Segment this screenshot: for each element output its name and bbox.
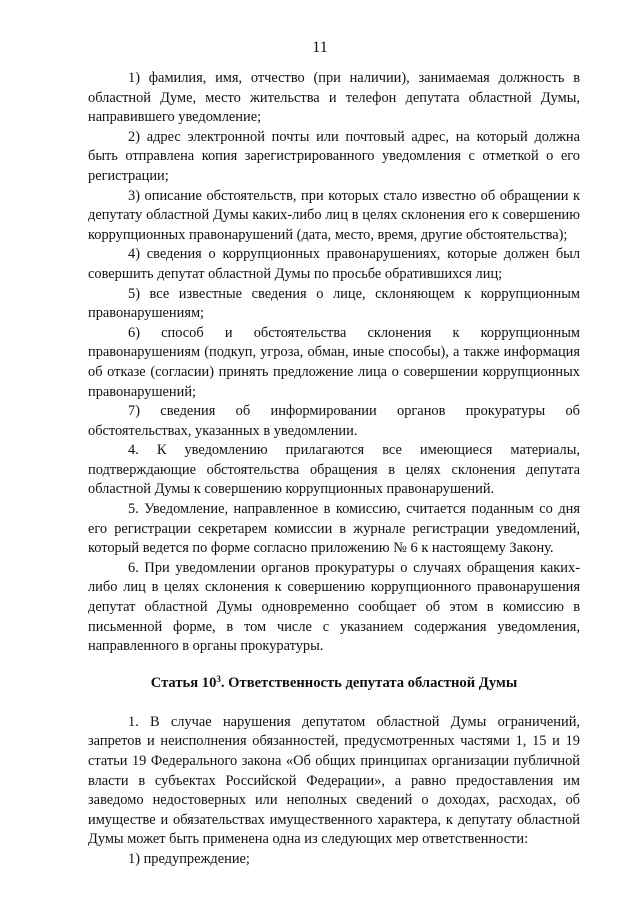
page-number: 11: [312, 39, 328, 56]
document-body: [88, 69, 580, 870]
paragraph-item-6: 6) способ и обстоятельства склонения к коррупционным правонарушениям (подкуп, угроза, обман, иные способы), а также информация об отказе (согласии) принять предложение лица о совершении коррупционных правонарушений;: [88, 324, 580, 400]
article-list-item-1: 1) предупреждение;: [128, 850, 250, 867]
article-heading: [88, 673, 580, 693]
article-paragraph-1: 1. В случае нарушения депутатом областной Думы ограничений, запретов и неисполнения обязанностей, предусмотренных частями 1, 15 и 19 статьи 19 Федерального закона «Об общих принципах организации публичной власти в субъектах Российской Федерации», а равно предоставления им заведомо недостоверных или неполных сведений о доходах, расходах, об имуществе и обязательствах имущественного характера, к депутату областной Думы может быть применена одна из следующих мер ответственности:: [88, 713, 580, 848]
paragraph-item-4: 4) сведения о коррупционных правонарушениях, которые должен был совершить депутат областной Думы по просьбе обратившихся лиц;: [88, 246, 580, 282]
paragraph-item-2: 2) адрес электронной почты или почтовый адрес, на который должна быть отправлена копия зарегистрированного уведомления с отметкой о его регистрации;: [88, 128, 580, 184]
paragraph-part-5: 5. Уведомление, направленное в комиссию, считается поданным со дня его регистрации секретарем комиссии в журнале регистрации уведомлений, который ведется по форме согласно приложению № 6 к настоящему Закону.: [88, 501, 580, 557]
article-superscript: 3: [216, 673, 221, 684]
paragraph-part-4: 4. К уведомлению прилагаются все имеющиеся материалы, подтверждающие обстоятельства обращения в целях склонения депутата областной Думы к совершению коррупционных правонарушений.: [88, 442, 580, 498]
paragraph-item-5: 5) все известные сведения о лице, склоняющем к коррупционным правонарушениям;: [88, 285, 580, 322]
paragraph-item-3: 3) описание обстоятельств, при которых стало известно об обращении к депутату областной Думы каких-либо лиц в целях склонения его к совершению коррупционных правонарушений (дата, место, время, другие обстоятельства);: [88, 187, 580, 243]
paragraph-part-6: 6. При уведомлении органов прокуратуры о случаях обращения каких-либо лиц в целях склонения к совершению коррупционного правонарушения депутат областной Думы одновременно сообщает об этом в комиссию в письменной форме, в том числе с указанием содержания уведомления, направленного в органы прокуратуры.: [88, 559, 580, 655]
article-title: . Ответственность депутата областной Думы: [220, 674, 518, 691]
article-prefix: Статья 10: [150, 674, 217, 691]
paragraph-item-7: 7) сведения об информировании органов прокуратуры об обстоятельствах, указанных в уведомлении.: [88, 403, 580, 439]
paragraph-item-1: 1) фамилия, имя, отчество (при наличии), занимаемая должность в областной Думе, место жительства и телефон депутата областной Думы, направившего уведомление;: [88, 70, 580, 126]
